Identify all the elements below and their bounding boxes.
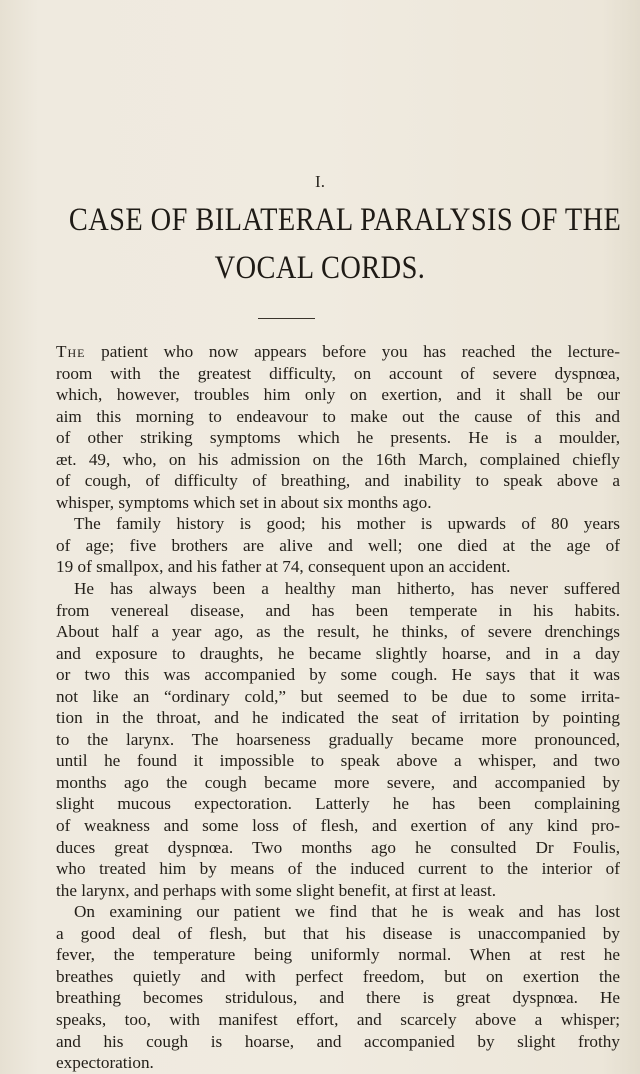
lead-word: The	[56, 342, 86, 361]
text-line: expectoration.	[56, 1053, 154, 1073]
text-line: until he found it impossible to speak above a whisper, and two	[56, 751, 620, 771]
text-line: months ago the cough became more severe, and accompanied by	[56, 772, 620, 792]
text-line: a good deal of flesh, but that his disease is unaccompanied by	[56, 923, 620, 943]
text-line: aim this morning to endeavour to make out the cause of this and	[56, 406, 620, 426]
title-line: VOCAL CORDS.	[214, 250, 426, 286]
paragraph	[56, 578, 620, 901]
text-line: to the larynx. The hoarseness gradually became more pronounced,	[56, 729, 620, 749]
text-line: from venereal disease, and has been temperate in his habits.	[56, 600, 620, 620]
title-line: CASE OF BILATERAL PARALYSIS OF THE	[68, 202, 622, 238]
chapter-title	[68, 196, 622, 292]
article-body	[56, 341, 620, 1074]
text-line: tion in the throat, and he indicated the seat of irritation by pointing	[56, 708, 620, 728]
text-line: whisper, symptoms which set in about six months ago.	[56, 492, 432, 512]
title-divider	[258, 318, 315, 319]
text-line: breathing becomes stridulous, and there is great dyspnœa. He	[56, 988, 620, 1008]
paragraph	[56, 513, 620, 578]
paragraph	[56, 901, 620, 1073]
chapter-number: I.	[315, 172, 325, 191]
text-line: duces great dyspnœa. Two months ago he consulted Dr Foulis,	[56, 837, 620, 857]
text-line: About half a year ago, as the result, he thinks, of severe drenchings	[56, 622, 620, 642]
text-line: On examining our patient we find that he is weak and has lost	[74, 902, 620, 922]
text-line: æt. 49, who, on his admission on the 16th March, complained chiefly	[56, 449, 620, 469]
text-line: the larynx, and perhaps with some slight benefit, at first at least.	[56, 880, 497, 900]
text-line: of other striking symptoms which he presents. He is a moulder,	[56, 428, 620, 448]
text-line: and his cough is hoarse, and accompanied by slight frothy	[56, 1031, 620, 1051]
paragraph	[56, 341, 620, 513]
text-line: of weakness and some loss of flesh, and exertion of any kind pro-	[56, 816, 620, 836]
text-line: which, however, troubles him only on exertion, and it shall be our	[56, 385, 620, 405]
text-line: He has always been a healthy man hitherto, has never suffered	[74, 579, 620, 599]
text-line: The family history is good; his mother is upwards of 80 years	[74, 514, 620, 534]
text-line: of cough, of difficulty of breathing, and inability to speak above a	[56, 471, 620, 491]
text-line: 19 of smallpox, and his father at 74, consequent upon an accident.	[56, 557, 511, 577]
text-line: speaks, too, with manifest effort, and scarcely above a whisper;	[56, 1009, 620, 1029]
text-line: who treated him by means of the induced current to the interior of	[56, 859, 620, 879]
text-line: not like an “ordinary cold,” but seemed to be due to some irrita-	[56, 686, 620, 706]
text-line: of age; five brothers are alive and well; one died at the age of	[56, 535, 620, 555]
text-line: and exposure to draughts, he became slightly hoarse, and in a day	[56, 643, 620, 663]
text-line: slight mucous expectoration. Latterly he has been complaining	[56, 794, 620, 814]
text-line: breathes quietly and with perfect freedom, but on exertion the	[56, 966, 620, 986]
text-line: fever, the temperature being uniformly normal. When at rest he	[56, 945, 620, 965]
text-line: or two this was accompanied by some cough. He says that it was	[56, 665, 620, 685]
text-line: The patient who now appears before you has reached the lecture-	[56, 342, 620, 361]
text-line: room with the greatest difficulty, on account of severe dyspnœa,	[56, 363, 620, 383]
